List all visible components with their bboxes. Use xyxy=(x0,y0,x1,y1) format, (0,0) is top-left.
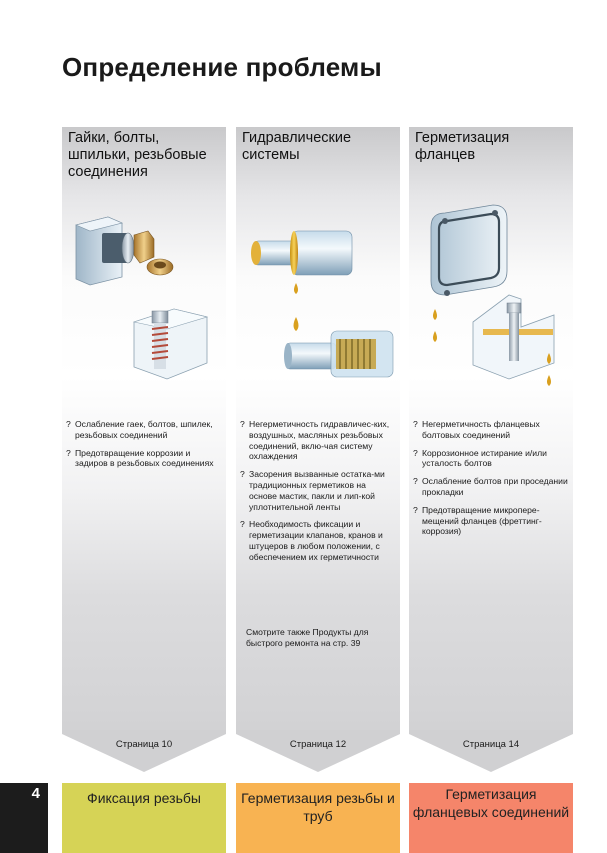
see-also-note: Смотрите также Продукты для быстрого ремонта на стр. 39 xyxy=(246,627,369,648)
list-item: ? Негерметичность фланцевых болтовых соединений xyxy=(413,419,540,440)
bullet-marker: ? xyxy=(240,419,245,429)
flange-illustration xyxy=(409,117,573,417)
bullet-marker: ? xyxy=(240,469,245,480)
column-heading: Гайки, болты, шпильки, резьбовые соединения xyxy=(68,130,207,180)
category-label: Герметизация резьбы и труб xyxy=(241,790,395,824)
list-item: ? Предотвращение коррозии и задиров в резьбовых соединениях xyxy=(66,447,214,469)
column-threads xyxy=(62,127,226,730)
list-item: ? Предотвращение микропере-мещений фланцев (фреттинг-коррозия) xyxy=(413,504,542,537)
problem-list xyxy=(413,419,569,544)
chevron-down-icon xyxy=(236,730,400,772)
bullet-marker: ? xyxy=(66,447,71,458)
chevron-down-icon xyxy=(62,730,226,772)
bullet-marker: ? xyxy=(240,519,245,530)
category-box-flange-sealing xyxy=(409,783,573,853)
problem-list xyxy=(66,419,222,476)
bullet-marker: ? xyxy=(413,504,418,515)
bullet-marker: ? xyxy=(66,419,71,429)
category-box-thread-sealing xyxy=(236,783,400,853)
chevron-down-icon xyxy=(409,730,573,772)
list-item: ? Засорения вызванные остатка-ми традиционных герметиков на основе мастик, пакли и лип-кой уплотнительной ленты xyxy=(240,469,385,512)
page-reference: Страница 14 xyxy=(462,739,520,750)
column-flanges xyxy=(409,127,573,730)
category-label: Фиксация резьбы xyxy=(87,790,201,806)
pipe-fitting-illustration xyxy=(236,117,400,417)
category-label: Герметизация фланцевых соединений xyxy=(412,786,570,820)
list-item: ? Коррозионное истирание и/или усталость болтов xyxy=(413,447,547,469)
column-heading: Гидравлические системы xyxy=(242,130,352,163)
list-item: ? Негерметичность гидравличес-ких, воздушных, масляных резьбовых соединений, вклю-чая систему охлаждения xyxy=(240,419,390,462)
bolt-nut-illustration xyxy=(62,117,226,417)
category-box-thread-locking xyxy=(62,783,226,853)
column-hydraulics xyxy=(236,127,400,730)
bullet-marker: ? xyxy=(413,476,418,487)
list-item: ? Необходимость фиксации и герметизации клапанов, кранов и штуцеров в любом положении, с обеспечением их герметичности xyxy=(240,519,383,562)
list-item: ? Ослабление болтов при проседании прокладки xyxy=(413,476,568,497)
page-title: Определение проблемы xyxy=(62,52,382,82)
page-number-box xyxy=(0,783,48,853)
problem-list xyxy=(240,419,396,570)
column-heading: Герметизация фланцев xyxy=(415,130,510,163)
bullet-marker: ? xyxy=(413,447,418,458)
page-number: 4 xyxy=(31,785,40,802)
page-reference: Страница 10 xyxy=(115,739,173,750)
bullet-marker: ? xyxy=(413,419,418,429)
page-reference: Страница 12 xyxy=(289,739,347,750)
list-item: ? Ослабление гаек, болтов, шпилек, резьбовых соединений xyxy=(66,419,213,440)
